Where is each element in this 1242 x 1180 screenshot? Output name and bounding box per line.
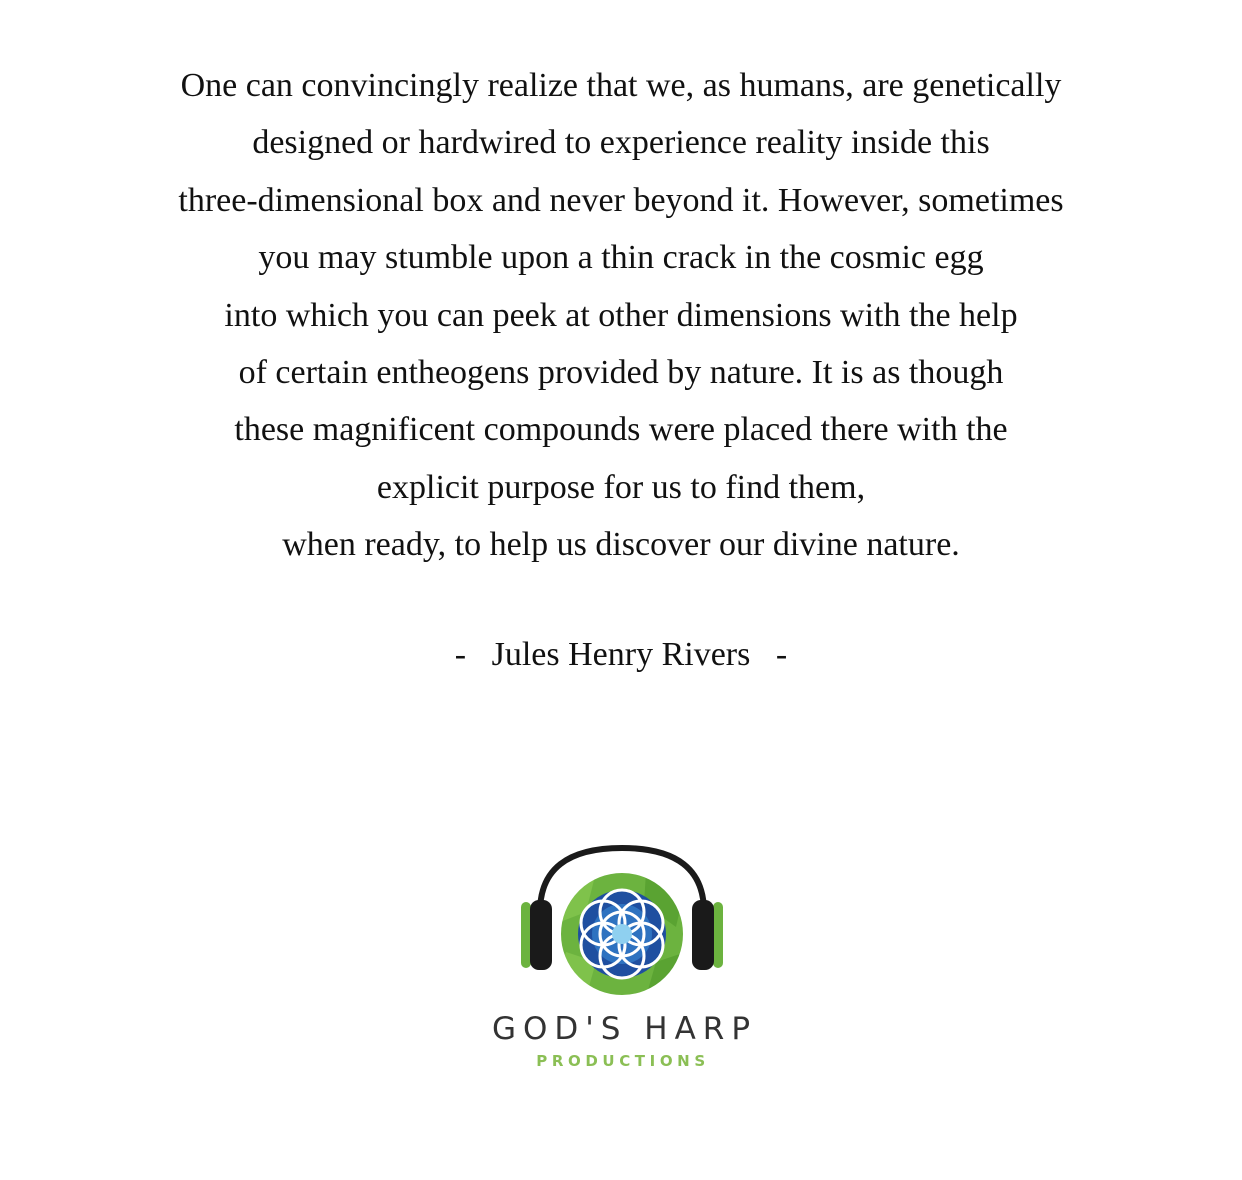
- brand-subtitle: PRODUCTIONS: [536, 1052, 710, 1070]
- quote-line: you may stumble upon a thin crack in the cosmic egg: [258, 239, 984, 277]
- quote-line: of certain entheogens provided by nature. It is as though: [238, 354, 1004, 392]
- quote-attribution: - Jules Henry Rivers -: [454, 636, 788, 673]
- quote-line: when ready, to help us discover our divine nature.: [282, 526, 960, 564]
- quote-line: designed or hardwired to experience reality inside this: [252, 124, 990, 162]
- brand-name: GOD'S HARP: [491, 1011, 758, 1047]
- quote-line: One can convincingly realize that we, as humans, are genetically: [180, 67, 1062, 104]
- headphones-flower-of-life-icon: [516, 842, 728, 1002]
- quote-line: explicit purpose for us to find them,: [376, 468, 866, 506]
- quote-line: into which you can peek at other dimensions with the help: [224, 296, 1018, 334]
- quote-line: three-dimensional box and never beyond it. However, sometimes: [178, 181, 1064, 219]
- quote-line: these magnificent compounds were placed there with the: [234, 411, 1008, 449]
- quote-text: [0, 57, 1242, 574]
